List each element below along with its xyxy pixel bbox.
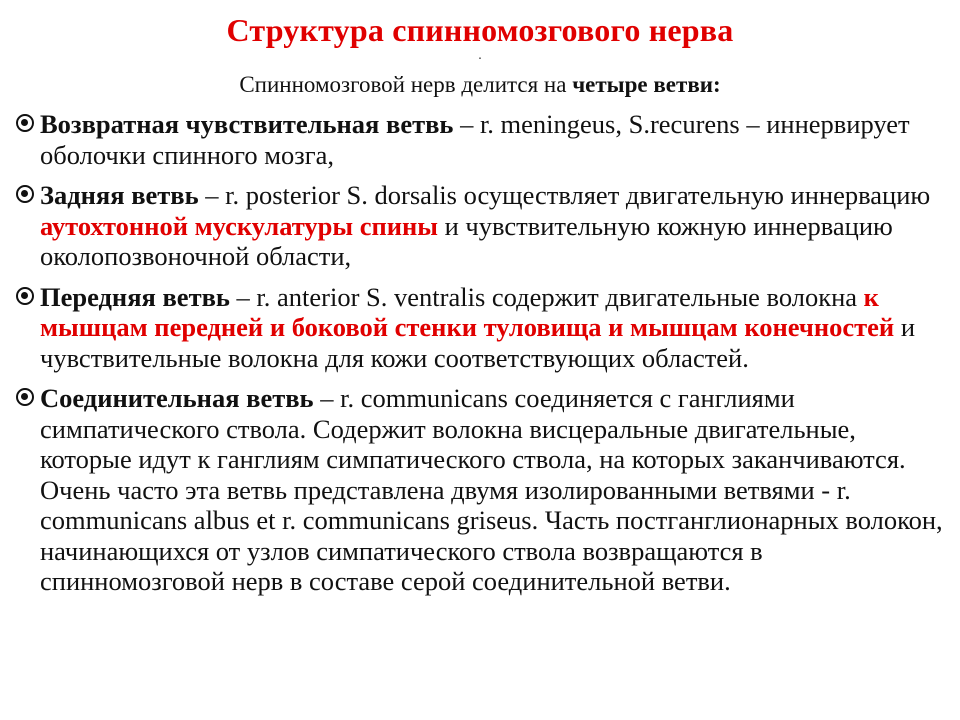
circle-bullet-icon <box>16 388 34 406</box>
branch-description: – r. meningeus, S.recurens – иннервирует оболочки спинного мозга, <box>40 109 910 170</box>
list-item-recurrent-branch <box>14 109 944 170</box>
branch-term: Возвратная чувствительная ветвь <box>40 109 454 139</box>
slide-title: Структура спинномозгового нерва <box>226 12 734 48</box>
branch-term: Передняя ветвь <box>40 281 230 312</box>
circle-bullet-icon <box>16 114 34 132</box>
subtitle-bold-text: четыре ветви: <box>572 72 721 97</box>
slide-subtitle <box>0 72 960 98</box>
branch-highlight: к мышцам передней и боковой стенки туловища и мышцам конечностей <box>40 281 895 342</box>
branch-highlight: аутохтонной мускулатуры спины <box>40 210 438 241</box>
circle-bullet-icon <box>16 287 34 305</box>
branch-description: – r. communicans соединяется с ганглиями симпатического ствола. Содержит волокна висцеральные двигательные, которые идут к ганглиям симпатического ствола, на которых заканчиваются. Очень часто эта ветвь представлена двумя изолированными ветвями - r. communicans albus et r. communicans griseus. Часть постганглионарных волокон, начинающихся от узлов симпатического ствола возвращаются в спинномозговой нерв в составе серой соединительной ветви. <box>40 383 943 596</box>
branch-description-continued: и чувствительные волокна для кожи соответствующих областей. <box>40 312 915 373</box>
branch-term: Соединительная ветвь <box>40 383 314 413</box>
branch-list <box>14 109 944 607</box>
list-item-communicating-branch <box>14 383 944 597</box>
branch-term: Задняя ветвь <box>40 180 199 210</box>
branch-description-continued: и чувствительную кожную иннервацию околопозвоночной области, <box>40 210 893 271</box>
branch-description: – r. posterior S. dorsalis осуществляет двигательную иннервацию <box>198 180 931 210</box>
title-dot: . <box>478 48 482 63</box>
list-item-posterior-branch <box>14 180 944 272</box>
subtitle-text: Спинномозговой нерв делится на <box>239 72 573 97</box>
circle-bullet-icon <box>16 185 34 203</box>
list-item-anterior-branch <box>14 282 944 374</box>
branch-description: – r. anterior S. ventralis содержит двигательные волокна <box>229 281 864 312</box>
